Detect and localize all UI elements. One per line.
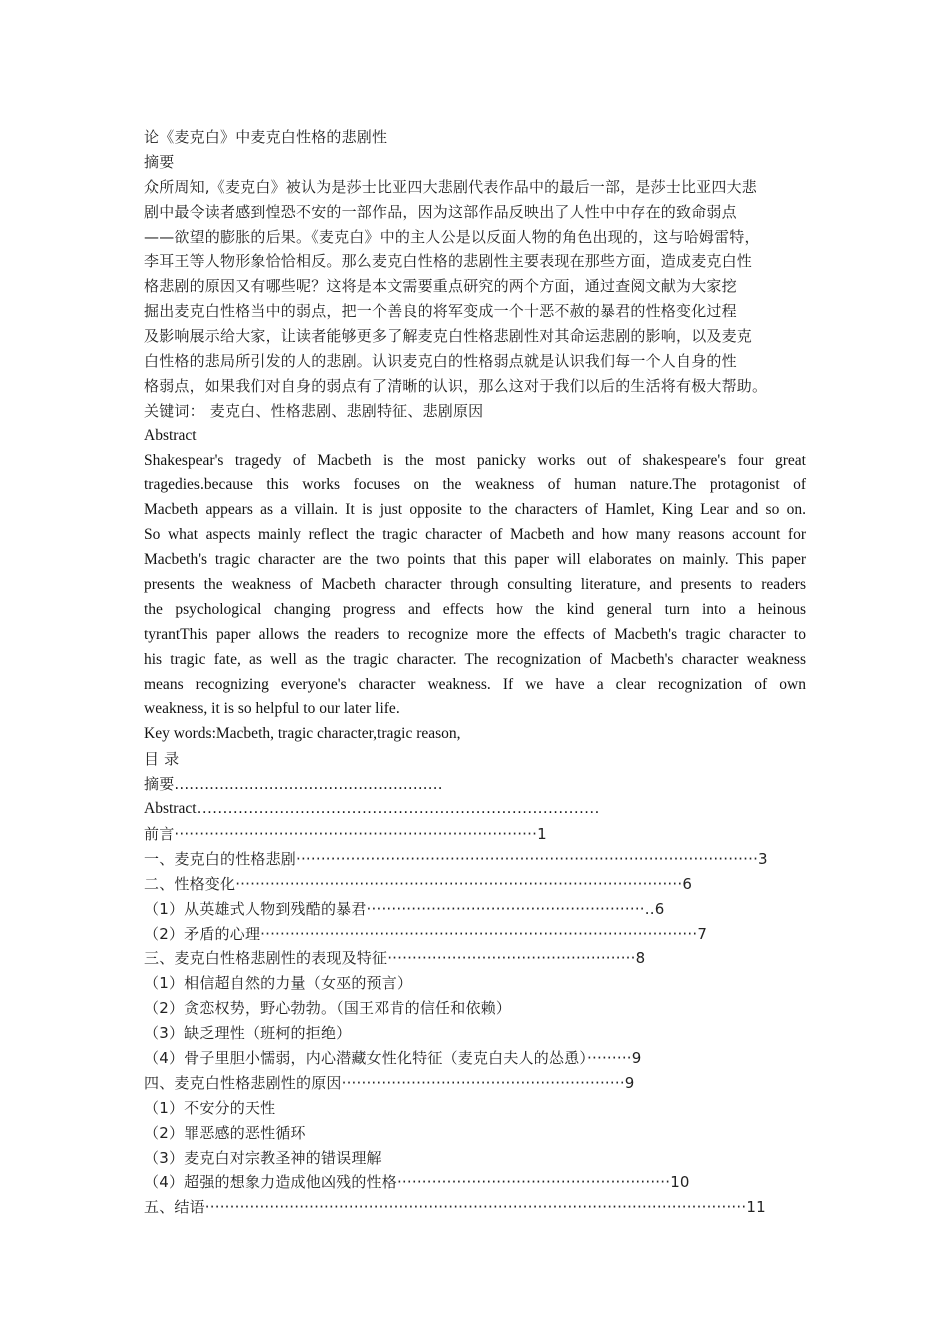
abstract-cn-line: 掘出麦克白性格当中的弱点，把一个善良的将军变成一个十恶不赦的暴君的性格变化过程	[144, 302, 737, 321]
keywords-en: Key words:Macbeth, tragic character,tragic reason,	[144, 725, 461, 743]
abstract-en-line: Macbeth's tragic character are the two points that this paper will elaborates on mainly. This paper	[144, 551, 806, 569]
abstract-en-heading: Abstract	[144, 426, 197, 444]
abstract-en-line: tyrantThis paper allows the readers to recognize more the effects of Macbeth's tragic character to	[144, 625, 806, 643]
abstract-en-line: means recognizing everyone's character weakness. If we have a clear recognization of own	[144, 675, 806, 693]
abstract-en-line: his tragic fate, as well as the tragic character. The recognization of Macbeth's character weakness	[144, 650, 806, 668]
abstract-en-line: the psychological changing progress and effects how the kind general turn into a heinous	[144, 600, 806, 618]
document-title: 论《麦克白》中麦克白性格的悲剧性	[144, 128, 388, 146]
toc-entry: （4）超强的想象力造成他凶残的性格·······················································10	[144, 1173, 690, 1192]
toc-entry: （1）不安分的天性	[144, 1098, 276, 1117]
toc-entry: （3）缺乏理性（班柯的拒绝）	[144, 1024, 352, 1043]
toc-entry: （4）骨子里胆小懦弱，内心潜藏女性化特征（麦克白夫人的怂恿）·········9	[144, 1048, 642, 1067]
abstract-cn-body	[144, 175, 806, 399]
toc-entry: 二、性格变化··························································································6	[144, 874, 693, 893]
toc-entry: （2）矛盾的心理························································································7	[144, 924, 708, 943]
abstract-cn-line: 格弱点，如果我们对自身的弱点有了清晰的认识，那么这对于我们以后的生活将有极大帮助。	[144, 376, 768, 395]
document-page	[144, 125, 806, 1220]
abstract-cn-line: 李耳王等人物形象恰恰相反。那么麦克白性格的悲剧性主要表现在那些方面，造成麦克白性	[144, 252, 753, 271]
table-of-contents	[144, 772, 806, 1220]
abstract-cn-heading: 摘要	[144, 152, 175, 171]
toc-entry: 前言·········································································1	[144, 824, 547, 843]
abstract-en-line: So what aspects mainly reflect the tragic character of Macbeth and how many reasons account for	[144, 526, 806, 544]
toc-entry: （2）罪恶感的恶性循环	[144, 1123, 306, 1142]
toc-entry: （1）相信超自然的力量（女巫的预言）	[144, 974, 413, 993]
abstract-en-line: weakness, it is so helpful to our later life.	[144, 700, 400, 718]
toc-entry: （1）从英雄式人物到残酷的暴君························································..6	[144, 899, 665, 918]
abstract-en-line: presents the weakness of Macbeth character through consulting literature, and presents to readers	[144, 576, 806, 594]
abstract-cn-line: 剧中最令读者感到惶恐不安的一部作品，因为这部作品反映出了人性中中存在的致命弱点	[144, 202, 737, 221]
abstract-cn-line: 及影响展示给大家，让读者能够更多了解麦克白性格悲剧性对其命运悲剧的影响，以及麦克	[144, 327, 753, 346]
abstract-en-line: Macbeth appears as a villain. It is just opposite to the characters of Hamlet, King Lear and so on.	[144, 501, 806, 519]
toc-entry: 摘要......................................................	[144, 775, 443, 794]
toc-entry: Abstract……………………………………………………………………	[144, 800, 600, 818]
toc-heading: 目 录	[144, 750, 180, 769]
abstract-cn-line: ——欲望的膨胀的后果。《麦克白》中的主人公是以反面人物的角色出现的，这与哈姆雷特，	[144, 227, 760, 246]
toc-entry: 一、麦克白的性格悲剧·····························································································3	[144, 849, 768, 868]
abstract-en-line: tragedies.because this works focuses on the weakness of human nature.The protagonist of	[144, 476, 806, 494]
abstract-en-line: Shakespear's tragedy of Macbeth is the most panicky works out of shakespeare's four great	[144, 451, 806, 469]
toc-entry: （3）麦克白对宗教圣神的错误理解	[144, 1148, 382, 1167]
toc-entry: 五、结语·············································································································11	[144, 1198, 766, 1217]
abstract-en-body	[144, 449, 806, 723]
toc-entry: （2）贪恋权势，野心勃勃。（国王邓肯的信任和依赖）	[144, 999, 512, 1018]
abstract-cn-line: 白性格的悲局所引发的人的悲剧。认识麦克白的性格弱点就是认识我们每一个人自身的性	[144, 352, 737, 371]
toc-entry: 四、麦克白性格悲剧性的原因·························································9	[144, 1073, 635, 1092]
abstract-cn-line: 众所周知,《麦克白》被认为是莎士比亚四大悲剧代表作品中的最后一部，是莎士比亚四大悲	[144, 177, 757, 196]
abstract-cn-line: 格悲剧的原因又有哪些呢？这将是本文需要重点研究的两个方面，通过查阅文献为大家挖	[144, 277, 737, 296]
keywords-cn: 关键词： 麦克白、性格悲剧、悲剧特征、悲剧原因	[144, 401, 484, 420]
toc-entry: 三、麦克白性格悲剧性的表现及特征··················································8	[144, 949, 646, 968]
